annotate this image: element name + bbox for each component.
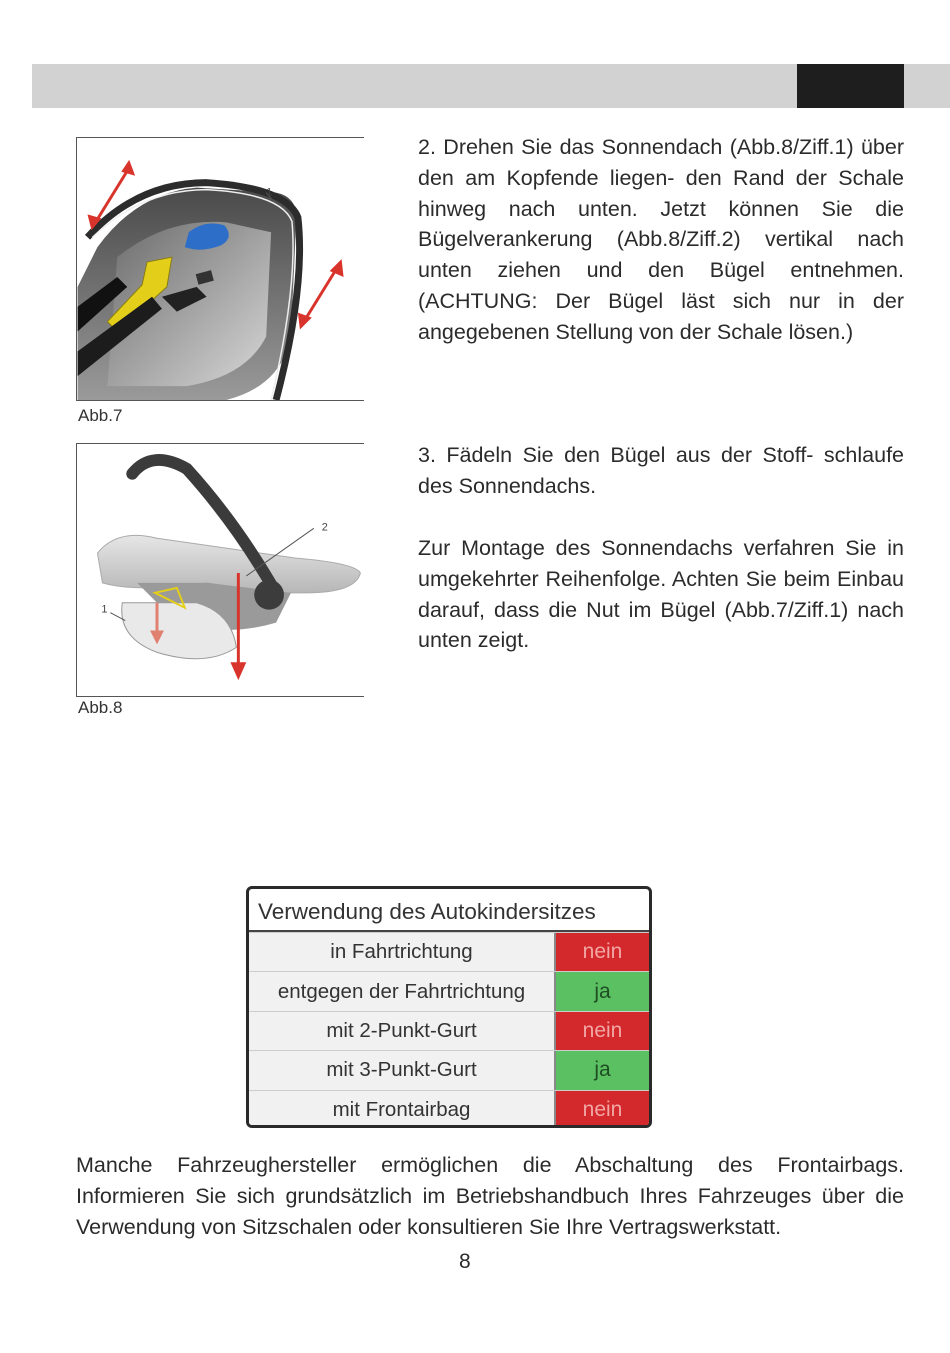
paragraph-montage: Zur Montage des Sonnendachs verfahren Sie in umgekehrter Reihenfolge. Achten Sie beim Einbau darauf, dass die Nut im Bügel (Abb.7/Ziff.1) nach unten zeigt. — [418, 536, 904, 653]
table-row-label: mit Frontairbag — [249, 1091, 556, 1128]
figure-abb8-illustration — [77, 444, 364, 696]
figure-abb7 — [76, 137, 364, 401]
table-row-value: nein — [556, 1012, 649, 1050]
table-row-value: ja — [556, 972, 649, 1010]
table-row — [249, 1090, 649, 1128]
table-row — [249, 971, 649, 1010]
paragraph-step-3: 3. Fädeln Sie den Bügel aus der Stoff- schlaufe des Sonnendachs. — [418, 443, 904, 498]
figure-abb7-caption: Abb.7 — [78, 406, 123, 425]
table-row-label: in Fahrtrichtung — [249, 933, 556, 971]
table-row-value: ja — [556, 1051, 649, 1089]
figure-abb8-label-1: 1 — [101, 603, 108, 616]
table-row — [249, 1011, 649, 1050]
figure-abb7-label: 1 — [266, 186, 273, 199]
table-row-value: nein — [556, 1091, 649, 1128]
page-number: 8 — [459, 1250, 471, 1273]
table-row-label: mit 3-Punkt-Gurt — [249, 1051, 556, 1089]
figure-abb8-caption: Abb.8 — [78, 698, 123, 717]
table-row-label: entgegen der Fahrtrichtung — [249, 972, 556, 1010]
airbag-note: Manche Fahrzeughersteller ermöglichen die Abschaltung des Frontairbags. Informieren Sie sich grundsätzlich im Betriebshandbuch Ihres Fahrzeuges über die Verwendung von Sitzschalen oder konsultieren Sie Ihre Vertragswerkstatt. — [76, 1153, 904, 1239]
header-tab — [797, 64, 904, 108]
paragraph-step-2: 2. Drehen Sie das Sonnendach (Abb.8/Ziff.1) über den am Kopfende liegen- den Rand der Schale hinweg nach unten. Jetzt können Sie die Bügelverankerung (Abb.8/Ziff.2) vertikal nach unten ziehen und den Bügel entnehmen. (ACHTUNG: Der Bügel läst sich nur in der angegebenen Stellung von der Schale lösen.) — [418, 135, 904, 344]
table-row-value: nein — [556, 933, 649, 971]
table-row-label: mit 2-Punkt-Gurt — [249, 1012, 556, 1050]
table-row — [249, 932, 649, 971]
table-row — [249, 1050, 649, 1089]
figure-abb8-label-2: 2 — [321, 521, 328, 534]
figure-abb8 — [76, 443, 364, 697]
figure-abb7-illustration — [77, 138, 364, 400]
usage-table-title: Verwendung des Autokindersitzes — [249, 889, 649, 932]
usage-table — [246, 886, 652, 1128]
